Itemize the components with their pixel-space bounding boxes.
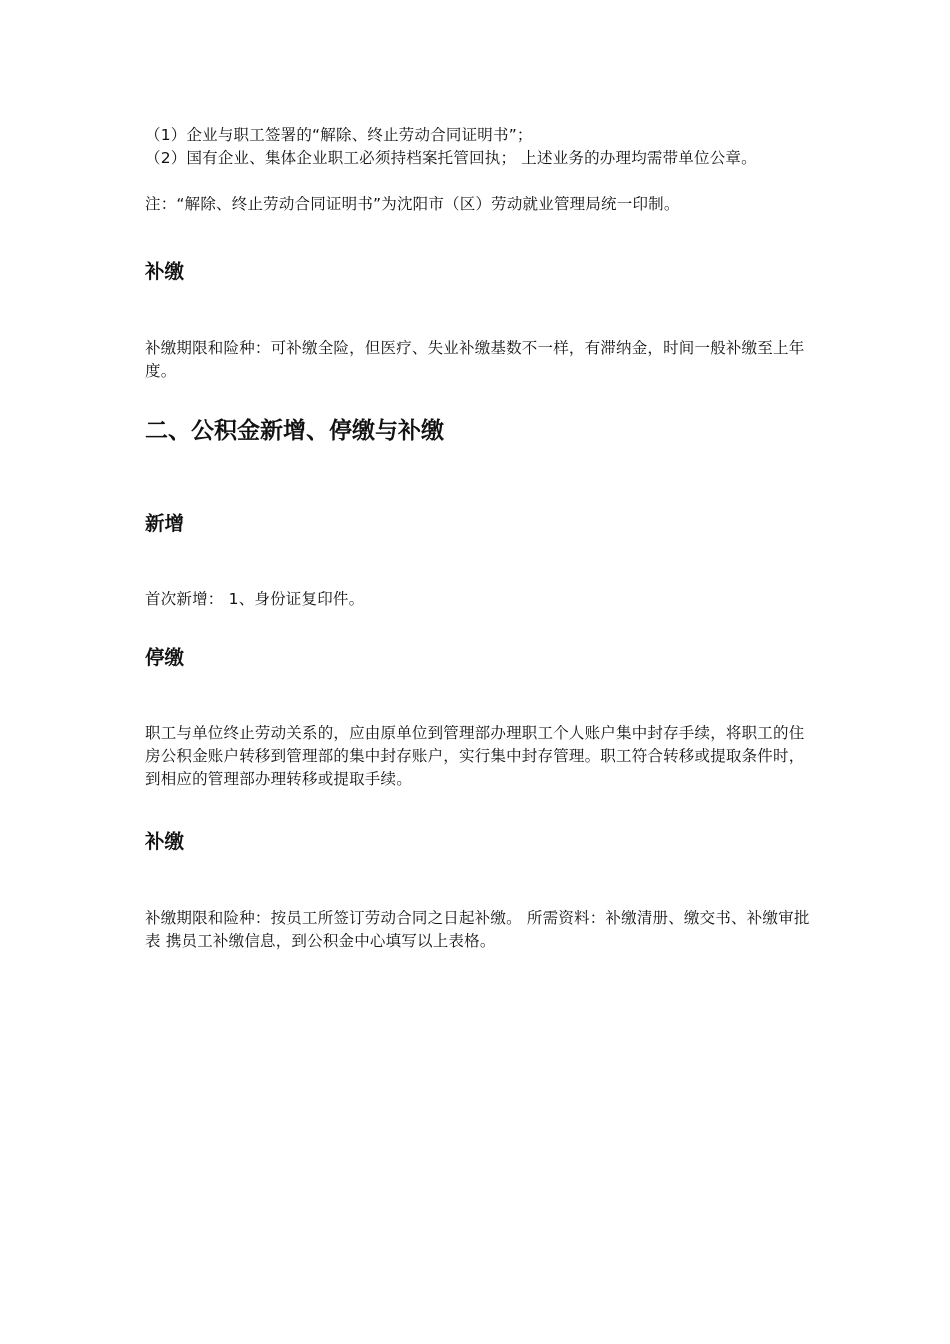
social-supplement-text: 补缴期限和险种：可补缴全险，但医疗、失业补缴基数不一样，有滞纳金，时间一般补缴至上年度。 [145, 339, 805, 380]
fund-new-text: 首次新增： 1、身份证复印件。 [145, 590, 365, 608]
intro-line-2: （2）国有企业、集体企业职工必须持档案托管回执； 上述业务的办理均需带单位公章。 [145, 149, 757, 167]
section-2-title: 二、公积金新增、停缴与补缴 [145, 418, 444, 444]
social-supplement-heading: 补缴 [145, 260, 185, 283]
fund-supplement-heading: 补缴 [145, 830, 185, 853]
fund-supplement-text: 补缴期限和险种：按员工所签订劳动合同之日起补缴。 所需资料：补缴清册、缴交书、补缴审批表 携员工补缴信息，到公积金中心填写以上表格。 [145, 909, 810, 950]
fund-stop-text: 职工与单位终止劳动关系的，应由原单位到管理部办理职工个人账户集中封存手续，将职工的住房公积金账户转移到管理部的集中封存账户，实行集中封存管理。职工符合转移或提取条件时，到相应的管理部办理转移或提取手续。 [145, 724, 805, 788]
fund-new-heading: 新增 [145, 512, 185, 535]
intro-note: 注：“解除、终止劳动合同证明书”为沈阳市（区）劳动就业管理局统一印制。 [145, 195, 680, 213]
fund-stop-heading: 停缴 [145, 646, 185, 669]
intro-line-1: （1）企业与职工签署的“解除、终止劳动合同证明书”； [145, 126, 533, 144]
